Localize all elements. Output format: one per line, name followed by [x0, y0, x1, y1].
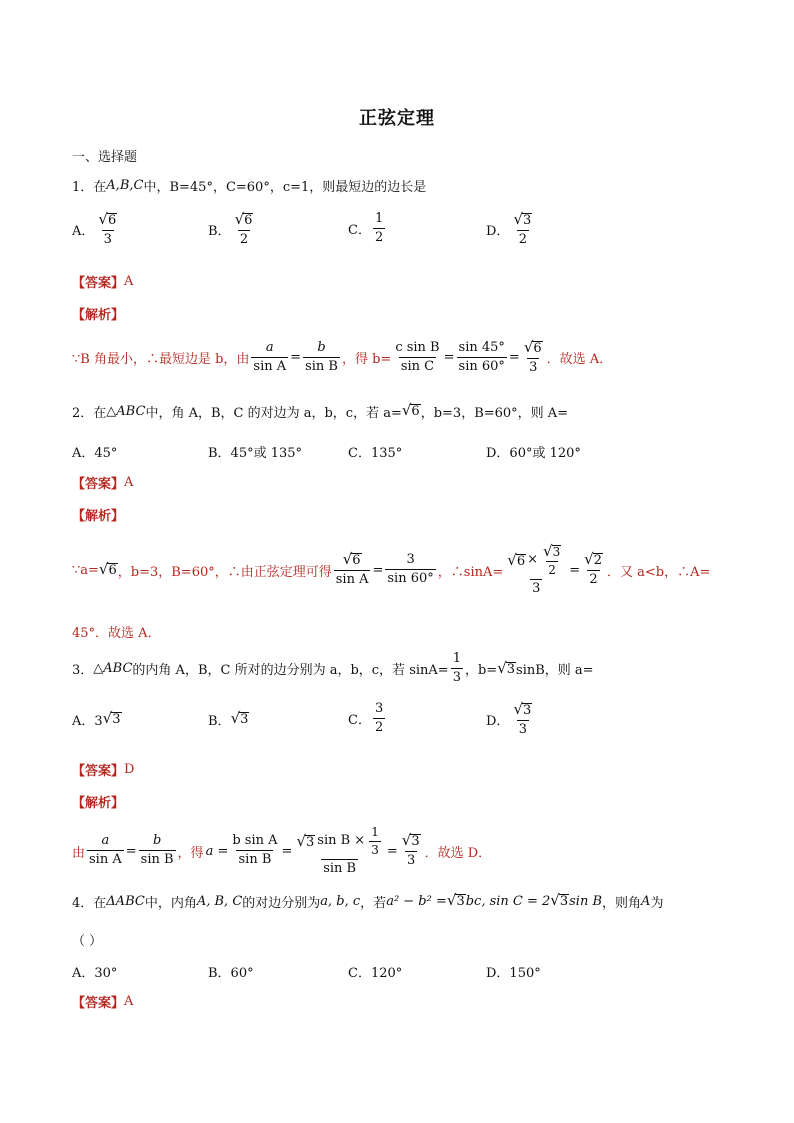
answer-value: A — [124, 475, 134, 490]
q3-answer — [72, 760, 134, 779]
q4-option-b: B．60° — [208, 966, 254, 981]
question-text: 的内角 A，B，C 所对的边分别为 a，b，c，若 sinA= — [132, 663, 449, 679]
question-number: 2． — [72, 406, 94, 421]
question-3 — [72, 652, 594, 686]
answer-label: 【答案】 — [72, 996, 125, 1011]
question-text: 中，角 A，B，C 的对边为 a，b，c，若 a= — [145, 406, 402, 421]
solution-text: ，得 — [177, 845, 204, 861]
q1-analysis-label — [72, 304, 124, 323]
q2-option-b: B．45°或 135° — [208, 446, 303, 461]
fraction: $\frac{1}{3}$ — [452, 651, 461, 685]
option-label: D． — [486, 224, 510, 240]
solution-text: ，∴sinA= — [437, 564, 504, 580]
math-text: a² − b² = — [386, 894, 447, 909]
triangle-label: △ABC — [93, 661, 133, 677]
q2-option-c: C．135° — [348, 446, 403, 461]
fraction: $\frac{3}{\sin 60^\circ}$ — [387, 552, 434, 587]
solution-text: ∵a= — [72, 562, 99, 578]
q4-option-a: A．30° — [72, 966, 118, 981]
question-text: 在 — [93, 180, 107, 195]
answer-label: 【答案】 — [72, 276, 125, 291]
q2-solution-cont — [72, 622, 161, 641]
fraction: √ 6 × √ 3 2 3 — [507, 542, 561, 596]
question-2 — [72, 402, 568, 421]
fraction: √ 6 3 — [98, 210, 117, 247]
solution-text: ．故选 D． — [424, 845, 492, 861]
answer-value: D — [124, 762, 135, 777]
q1-option-d — [486, 212, 536, 248]
fraction: $\frac{\sin 45^\circ}{\sin 60^\circ}$ — [458, 340, 505, 374]
question-text: 为 — [650, 896, 664, 911]
answer-label: 【答案】 — [72, 477, 125, 492]
q1-option-a — [72, 212, 121, 248]
math-text: bc, sin C = 2 — [465, 894, 551, 909]
analysis-label: 【解析】 — [72, 308, 125, 323]
q2-analysis-label — [72, 505, 124, 524]
solution-text: ，b=3，B=60°，∴由正弦定理可得 — [117, 564, 332, 580]
fraction: √ 6 2 — [234, 210, 253, 247]
math-text: A, B, C — [196, 894, 243, 909]
q1-option-c — [348, 212, 387, 246]
q4-paren — [72, 930, 102, 949]
q2-answer — [72, 473, 133, 492]
question-number: 3． — [72, 663, 94, 679]
q4-option-c: C．120° — [348, 966, 403, 981]
question-text: 的对边分别为 — [242, 896, 321, 911]
option-label: A． — [72, 224, 95, 240]
fraction: $\frac{1}{2}$ — [374, 211, 384, 245]
question-text: ，b= — [464, 663, 498, 679]
q3-solution: 由 $\frac{a}{\text{sin A}}$ = $\frac{b}{\text{sin B}}$ ，得 a = $\frac{\text{b sin A}}{\text{sin B}}$ = √ 3 sin B × $\frac{1}{3}$ sin B = √ 3 3 ．故选 D． — [72, 825, 492, 876]
question-text: 中，内角 — [144, 896, 197, 911]
question-text: ，则角 — [602, 896, 642, 911]
q3-option-d: D． √ 3 3 — [486, 700, 532, 737]
q3-option-c: C． $\frac{3}{2}$ — [348, 701, 384, 735]
question-4: 4． 在 ΔABC 中，内角 A, B, C 的对边分别为 a, b, c ，若 a² − b² = √ 3 bc, sin C = 2 √ 3 sin B ，则角 A 为 — [72, 891, 664, 911]
solution-text: 由 — [72, 845, 86, 861]
math-text: sin B — [569, 894, 603, 909]
q2-solution: ∵a= √ 6 ，b=3，B=60°，∴由正弦定理可得 √ 6 sin A = $\frac{3}{\sin 60^\circ}$ ，∴sinA= √ 6 × √ 3 2 3 = √ 2 2 ．又 a<b，∴A= — [72, 542, 711, 596]
question-number: 4． — [72, 896, 94, 911]
fraction: √ 6 sin A — [335, 550, 369, 588]
question-text: 中，B=45°，C=60°，c=1，则最短边的边长是 — [143, 180, 427, 195]
answer-label: 【答案】 — [72, 764, 125, 779]
fraction: $\frac{a}{\text{sin A}}$ — [253, 340, 287, 374]
q3-option-a: A．3 √ 3 — [72, 709, 121, 729]
question-text: sinB，则 a= — [516, 663, 594, 679]
q2-option-a: A．45° — [72, 446, 118, 461]
question-text: 在 — [93, 406, 107, 421]
option-label: C． — [348, 223, 371, 239]
fraction: √ 3 2 — [513, 210, 532, 247]
question-text: 在 — [93, 896, 107, 911]
sqrt: √ 6 — [401, 401, 420, 420]
analysis-label: 【解析】 — [72, 509, 125, 524]
solution-text: ．故选 A． — [546, 352, 613, 368]
q4-answer — [72, 992, 133, 1011]
q1-option-b — [208, 212, 257, 248]
triangle-label: △ABC — [106, 404, 146, 419]
answer-value: A — [124, 994, 134, 1009]
option-label: B． — [208, 224, 231, 240]
solution-text: ，得 b= — [341, 352, 392, 368]
section-heading: 一、选择题 — [72, 150, 138, 165]
analysis-label: 【解析】 — [72, 796, 125, 811]
question-1 — [72, 176, 426, 195]
triangle-label: A,B,C — [106, 178, 144, 193]
fraction: √ 2 2 — [584, 550, 602, 588]
question-number: 1． — [72, 180, 94, 195]
answer-value: A — [124, 274, 134, 289]
q2-option-d: D．60°或 120° — [486, 446, 581, 461]
solution-text: ∵B 角最小，∴最短边是 b，由 — [72, 352, 250, 368]
q1-solution: ∵B 角最小，∴最短边是 b，由 $\frac{a}{\text{sin A}}$ = $\frac{b}{\text{sin B}}$ ，得 b= $\frac{\text{c sin B}}{\text{sin C}}$ = $\frac{\sin 45^\circ}{\sin 60^\circ}$ = √ 6 3 ．故选 A． — [72, 338, 613, 375]
fraction: $\frac{b}{\text{sin B}}$ — [305, 340, 338, 374]
math-text: A — [641, 894, 651, 909]
solution-text: ．又 a<b，∴A= — [606, 564, 711, 580]
q3-analysis-label — [72, 792, 124, 811]
sqrt: √ 3 — [497, 658, 516, 677]
q3-option-b: B． √ 3 — [208, 709, 249, 729]
fraction: $\frac{\text{c sin B}}{\text{sin C}}$ — [395, 340, 440, 374]
math-text: a, b, c — [320, 894, 361, 909]
solution-text: 45°．故选 A． — [72, 626, 161, 641]
q4-option-d: D．150° — [486, 966, 541, 981]
question-text: ，b=3，B=60°，则 A= — [420, 406, 569, 421]
q1-answer — [72, 272, 133, 291]
triangle-label: ΔABC — [106, 894, 145, 909]
question-text: ，若 — [360, 896, 387, 911]
fraction: √ 6 3 — [523, 338, 542, 375]
sqrt: √ 6 — [98, 210, 117, 228]
page-title: 正弦定理 — [359, 108, 435, 129]
question-text: （ ） — [72, 934, 103, 949]
